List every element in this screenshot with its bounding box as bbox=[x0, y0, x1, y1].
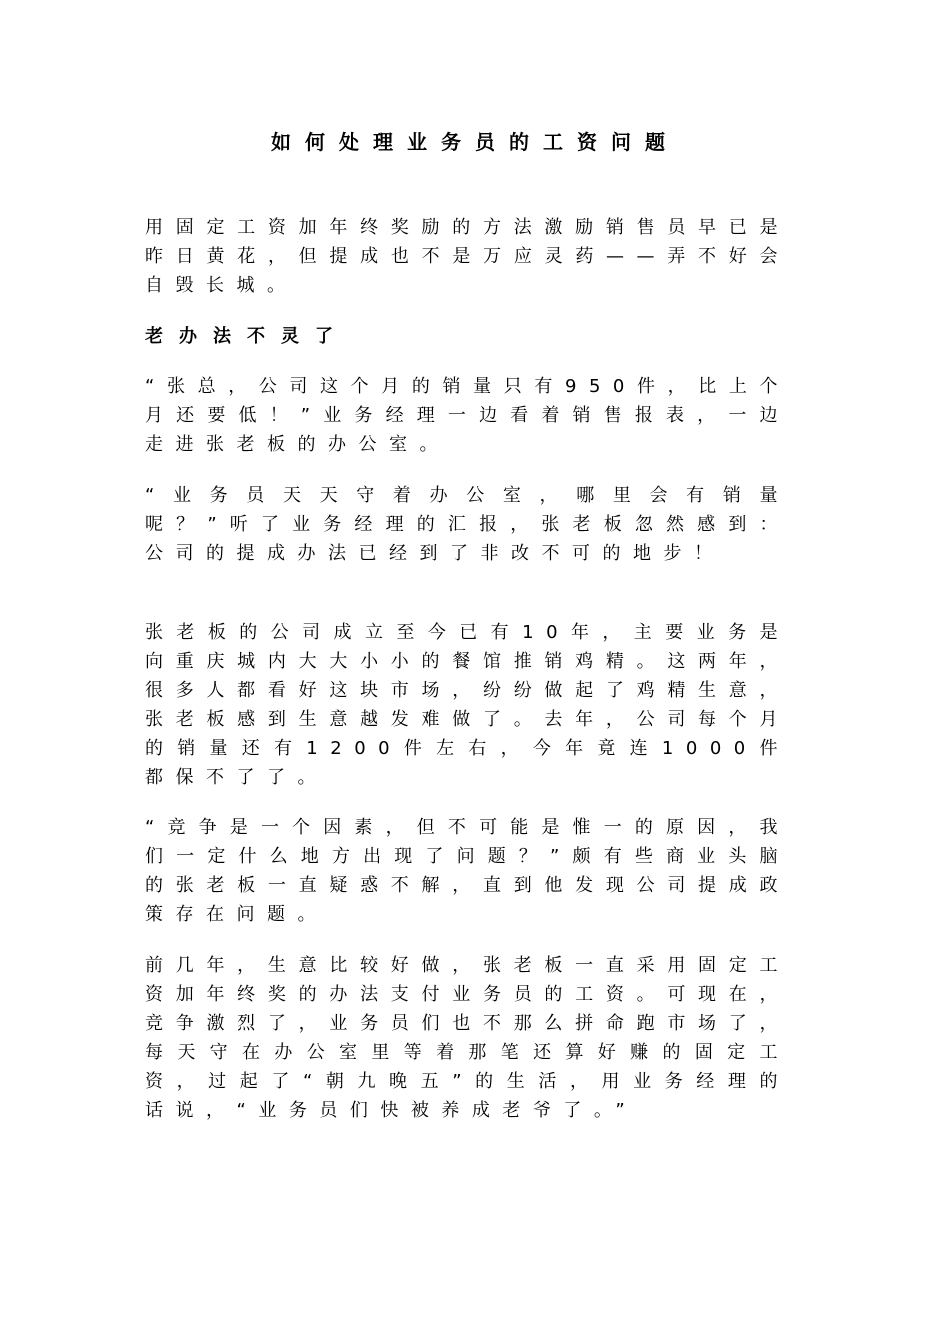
section-heading: 老办法不灵了 bbox=[145, 326, 349, 347]
paragraph-4: “竞争是一个因素，但不可能是惟一的原因，我们一定什么地方出现了问题？”颇有些商业头脑的张老板一直疑惑不解，直到他发现公司提成政策存在问题。 bbox=[145, 817, 790, 925]
paragraph-1: “张总，公司这个月的销量只有950件，比上个月还要低！”业务经理一边看着销售报表，一边走进张老板的办公室。 bbox=[145, 376, 790, 455]
intro-paragraph: 用固定工资加年终奖励的方法激励销售员早已是昨日黄花，但提成也不是万应灵药——弄不好会自毁长城。 bbox=[145, 217, 790, 296]
paragraph-5: 前几年，生意比较好做，张老板一直采用固定工资加年终奖的办法支付业务员的工资。可现在，竞争激烈了，业务员们也不那么拼命跑市场了，每天守在办公室里等着那笔还算好赚的固定工资，过起了“朝九晚五”的生活，用业务经理的话说，“业务员们快被养成老爷了。” bbox=[145, 955, 790, 1121]
paragraph-2: “业务员天天守着办公室，哪里会有销量呢？”听了业务经理的汇报，张老板忽然感到：公司的提成办法已经到了非改不可的地步！ bbox=[145, 485, 790, 564]
document-title: 如何处理业务员的工资问题 bbox=[271, 130, 679, 154]
paragraph-3: 张老板的公司成立至今已有10年，主要业务是向重庆城内大大小小的餐馆推销鸡精。这两年，很多人都看好这块市场，纷纷做起了鸡精生意，张老板感到生意越发难做了。去年，公司每个月的销量还有1200件左右，今年竟连1000件都保不了了。 bbox=[145, 622, 790, 788]
